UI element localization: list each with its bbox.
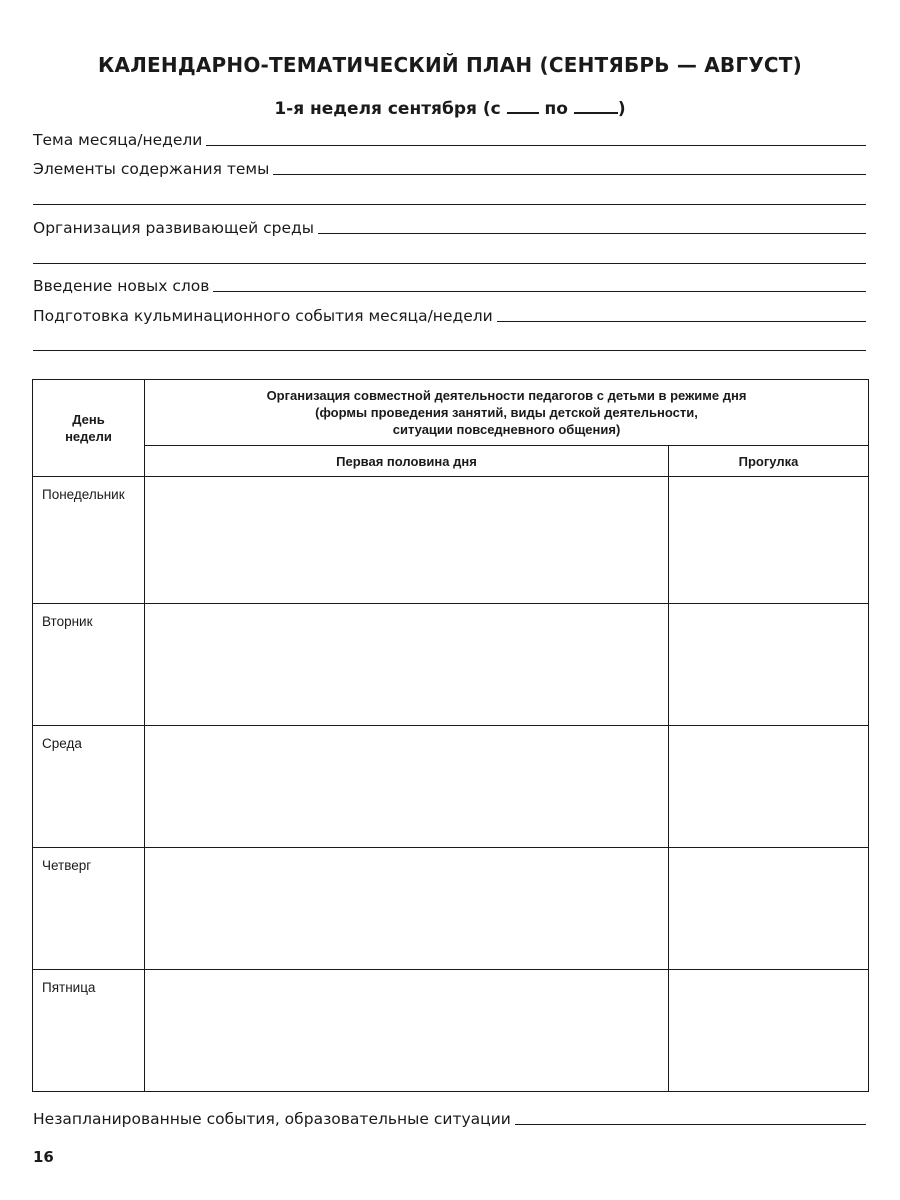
elements-extra-line[interactable] [33, 204, 866, 205]
environment-line[interactable] [318, 233, 866, 234]
new-words-field [33, 273, 866, 295]
elements-field [33, 156, 866, 178]
unplanned-label: Незапланированные события, образовательные ситуации [33, 1110, 511, 1128]
week-start-blank[interactable] [507, 100, 539, 114]
environment-label: Организация развивающей среды [33, 219, 314, 237]
theme-line[interactable] [206, 145, 866, 146]
day-header-line-2: недели [65, 429, 112, 444]
theme-label: Тема месяца/недели [33, 131, 203, 149]
activity-header-line-3: ситуации повседневного общения) [392, 422, 621, 437]
day-column-header [33, 380, 145, 477]
elements-label: Элементы содержания темы [33, 160, 270, 178]
first-half-header: Первая половина дня [145, 446, 669, 477]
new-words-line[interactable] [213, 291, 866, 292]
culmination-label: Подготовка кульминационного события месяца/недели [33, 307, 493, 325]
theme-field [33, 127, 866, 149]
day-header-line-1: День [72, 412, 105, 427]
week-middle: по [544, 99, 568, 119]
friday-first-half-cell[interactable] [145, 970, 669, 1092]
week-suffix: ) [617, 99, 626, 119]
tuesday-first-half-cell[interactable] [145, 604, 669, 726]
activity-header-line-1: Организация совместной деятельности педагогов с детьми в режиме дня [266, 388, 747, 403]
week-heading [0, 99, 900, 119]
friday-walk-cell[interactable] [669, 970, 869, 1092]
walk-header: Прогулка [669, 446, 869, 477]
monday-walk-cell[interactable] [669, 477, 869, 604]
unplanned-line[interactable] [515, 1124, 866, 1125]
environment-field [33, 215, 866, 237]
culmination-extra-line[interactable] [33, 350, 866, 351]
new-words-label: Введение новых слов [33, 277, 210, 295]
page-number: 16 [33, 1148, 54, 1166]
plan-table [32, 379, 869, 1092]
elements-line[interactable] [273, 174, 866, 175]
day-wednesday: Среда [33, 726, 145, 848]
monday-first-half-cell[interactable] [145, 477, 669, 604]
thursday-first-half-cell[interactable] [145, 848, 669, 970]
day-friday: Пятница [33, 970, 145, 1092]
thursday-walk-cell[interactable] [669, 848, 869, 970]
week-end-blank[interactable] [574, 100, 618, 114]
day-tuesday: Вторник [33, 604, 145, 726]
wednesday-first-half-cell[interactable] [145, 726, 669, 848]
culmination-field [33, 303, 866, 325]
environment-extra-line[interactable] [33, 263, 866, 264]
week-prefix: 1-я неделя сентября (с [274, 99, 501, 119]
activity-header [145, 380, 869, 446]
activity-header-line-2: (формы проведения занятий, виды детской деятельности, [315, 405, 698, 420]
day-monday: Понедельник [33, 477, 145, 604]
page-title: КАЛЕНДАРНО-ТЕМАТИЧЕСКИЙ ПЛАН (СЕНТЯБРЬ — АВГУСТ) [98, 53, 802, 77]
unplanned-field [33, 1106, 866, 1128]
tuesday-walk-cell[interactable] [669, 604, 869, 726]
culmination-line[interactable] [497, 321, 866, 322]
day-thursday: Четверг [33, 848, 145, 970]
wednesday-walk-cell[interactable] [669, 726, 869, 848]
